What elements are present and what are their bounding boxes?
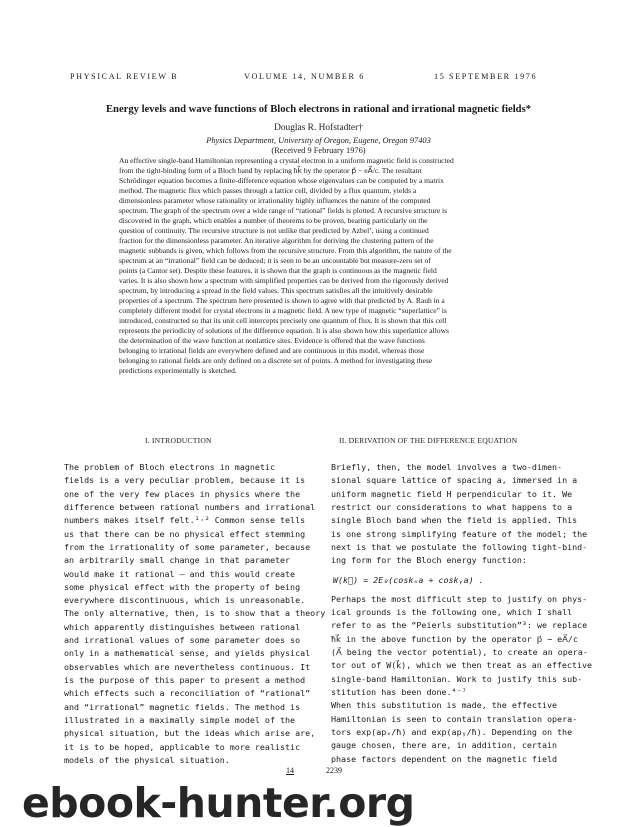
abstract-line: points (a Cantor set). Despite these features, it is shown that the graph is continuous as the magnetic field bbox=[119, 266, 437, 276]
body-line: next is that we postulate the following tight-bind- bbox=[331, 541, 588, 552]
body-line: restrict our considerations to what happens to a bbox=[331, 501, 573, 512]
abstract-line: dimensionless parameter whose rationality or irrationality highly influences the nature of the computed bbox=[119, 196, 431, 206]
column-left bbox=[64, 461, 326, 767]
body-line: (A⃗ being the vector potential), to create an opera- bbox=[331, 647, 588, 658]
abstract-line: discovered in the graph, which enables a number of theorems to be proven, bearing particularly on the bbox=[119, 216, 428, 226]
journal-name: PHYSICAL REVIEW B bbox=[70, 72, 179, 81]
equation: W(k⃗) = 2E₀(coskₓa + coskᵧa) . bbox=[333, 574, 484, 585]
abstract bbox=[119, 156, 512, 376]
body-line: ing form for the Bloch energy function: bbox=[331, 555, 527, 566]
section-heading-introduction: I. INTRODUCTION bbox=[145, 436, 212, 445]
body-line: an arbitrarily small change in that parameter bbox=[64, 555, 291, 566]
body-line: uniform magnetic field H perpendicular to it. We bbox=[331, 488, 573, 499]
abstract-line: spectrum, by introducing a spread in the field values. This spectrum satisfies all the intuitively desirable bbox=[119, 286, 433, 296]
body-line: The problem of Bloch electrons in magnetic bbox=[64, 462, 275, 472]
body-line: would make it rational — and this would create bbox=[64, 568, 296, 579]
affiliation: Physics Department, University of Oregon, Eugene, Oregon 97403 bbox=[206, 136, 431, 145]
body-line: illustrated in a maximally simple model of the bbox=[64, 714, 296, 725]
body-line: ical grounds is the following one, which I shall bbox=[331, 607, 573, 618]
body-line: When this substitution is made, the effective bbox=[331, 700, 558, 711]
abstract-line: properties of a spectrum. The spectrum here presented is shown to agree with that predicted by A. Rauh in a bbox=[119, 296, 445, 306]
body-line: is the purpose of this paper to present a method bbox=[64, 675, 306, 685]
body-line: tors exp(apₓ/ħ) and exp(apᵧ/ħ). Depending on the bbox=[331, 726, 573, 737]
body-line: it is to be hoped, applicable to more realistic bbox=[64, 741, 301, 752]
abstract-line: question of continuity. The recursive structure is not unlike that predicted by Azbel’, using a continued bbox=[119, 226, 429, 236]
body-line: us that there can be no physical effect stemming bbox=[64, 528, 306, 539]
body-line: refer to as the “Peierls substitution”³: we replace bbox=[331, 620, 588, 631]
section-heading-derivation: II. DERIVATION OF THE DIFFERENCE EQUATION bbox=[339, 436, 518, 445]
footer-volume-number: 14 bbox=[286, 766, 294, 775]
body-line: The only alternative, then, is to show that a theory bbox=[64, 608, 326, 619]
body-line: which effects such a reconciliation of “rational” bbox=[64, 688, 311, 699]
body-line: single Bloch band when the field is applied. This bbox=[331, 515, 578, 526]
body-line: Hamiltonian is seen to contain translation opera- bbox=[331, 713, 578, 724]
body-line: one of the very few places in physics where the bbox=[64, 488, 301, 499]
abstract-line: method. The magnetic flux which passes through a lattice cell, divided by a flux quantum, yields a bbox=[119, 186, 417, 196]
abstract-line: represents the periodicity of solutions of the difference equation. It is also shown how this superlattice allows bbox=[119, 326, 449, 336]
abstract-line: belonging to rational fields are only defined on a discrete set of points. A method for investigating these bbox=[119, 356, 433, 366]
body-line: only in a mathematical sense, and yields physical bbox=[64, 648, 311, 659]
body-line: which apparently distinguishes between rational bbox=[64, 621, 301, 632]
body-line: models of the physical situation. bbox=[64, 754, 230, 765]
body-line: numbers makes itself felt.¹˒² Common sense tells bbox=[64, 515, 306, 526]
body-line: is one strong simplifying feature of the model; the bbox=[331, 528, 588, 539]
abstract-line: belonging to irrational fields are everywhere defined and are continuous in this model, whereas those bbox=[119, 346, 425, 356]
body-line: from the irrationality of some parameter, because bbox=[64, 541, 311, 552]
body-line: gauge chosen, there are, in addition, certain bbox=[331, 740, 558, 751]
column-right bbox=[331, 461, 593, 766]
abstract-line: An effective single-band Hamiltonian representing a crystal electron in a uniform magnetic field is constructed bbox=[119, 156, 454, 165]
abstract-line: predictions experimentally is sketched. bbox=[119, 366, 237, 376]
abstract-line: magnetic subbands is given, which follows from the recursive structure. From this algorithm, the nature of the bbox=[119, 246, 452, 256]
watermark-logo: ebook-hunter.org bbox=[22, 779, 415, 827]
body-line: observables which are nevertheless continuous. It bbox=[64, 661, 311, 672]
abstract-line: Schrödinger equation becomes a finite-difference equation whose eigenvalues can be computed by a matrix bbox=[119, 176, 444, 186]
body-line: fields is a very peculiar problem, because it is bbox=[64, 475, 306, 486]
received-date: (Received 9 February 1976) bbox=[271, 146, 366, 155]
body-line: everywhere discontinuous, which is unreasonable. bbox=[64, 595, 306, 606]
paper-title: Energy levels and wave functions of Bloch electrons in rational and irrational magnetic fields* bbox=[105, 104, 531, 115]
body-line: phase factors dependent on the magnetic field bbox=[331, 753, 558, 764]
abstract-line: spectrum. The graph of the spectrum over a wide range of “rational” fields is plotted. A recursive structure is bbox=[119, 206, 448, 216]
author: Douglas R. Hofstadter† bbox=[274, 123, 363, 133]
body-line: and “irrational” magnetic fields. The method is bbox=[64, 701, 301, 712]
body-line: and irrational values of some parameter does so bbox=[64, 635, 301, 646]
body-line: some physical effect with the property of being bbox=[64, 581, 301, 592]
volume-number-header: VOLUME 14, NUMBER 6 bbox=[244, 72, 365, 81]
body-line: single-band Hamiltonian. Work to justify this sub- bbox=[331, 673, 583, 684]
abstract-line: from the tight-binding form of a Bloch band by replacing ħk⃗ by the operator p⃗ − eA⃗/c. The resultant bbox=[119, 166, 422, 176]
abstract-line: the determination of the wave function at nonlattice sites. Evidence is offered that the wave functions bbox=[119, 336, 425, 346]
body-line: tor out of W(k⃗), which we then treat as an effective bbox=[331, 660, 593, 671]
body-line: Briefly, then, the model involves a two-dimen- bbox=[331, 462, 563, 472]
abstract-line: fraction for the dimensionless parameter. An iterative algorithm for deriving the clustering pattern of the bbox=[119, 236, 434, 246]
abstract-line: spectrum at an “irrational” field can be deduced; it is seen to be an uncountable but measure-zero set of bbox=[119, 256, 431, 266]
body-line: ħk⃗ in the above function by the operator p⃗ − eA⃗/c bbox=[331, 633, 578, 644]
issue-date: 15 SEPTEMBER 1976 bbox=[434, 72, 538, 81]
body-line: difference between rational numbers and irrational bbox=[64, 501, 316, 512]
body-line: sional square lattice of spacing a, immersed in a bbox=[331, 475, 578, 486]
abstract-line: varies. It is also shown how a spectrum with simplified properties can be derived from the rigorously derived bbox=[119, 276, 449, 286]
abstract-line: introduced, constructed so that its unit cell intercepts precisely one quantum of flux. It is shown that this cell bbox=[119, 316, 447, 326]
abstract-line: completely different model for crystal electrons in a magnetic field. A new type of magnetic “superlattice” is bbox=[119, 306, 447, 316]
body-line: physical situation, but the ideas which arise are, bbox=[64, 728, 316, 739]
body-line: Perhaps the most difficult step to justify on phys- bbox=[331, 593, 588, 604]
footer-page-number: 2239 bbox=[326, 766, 342, 775]
body-line: stitution has been done.⁴⁻⁷ bbox=[331, 687, 467, 697]
